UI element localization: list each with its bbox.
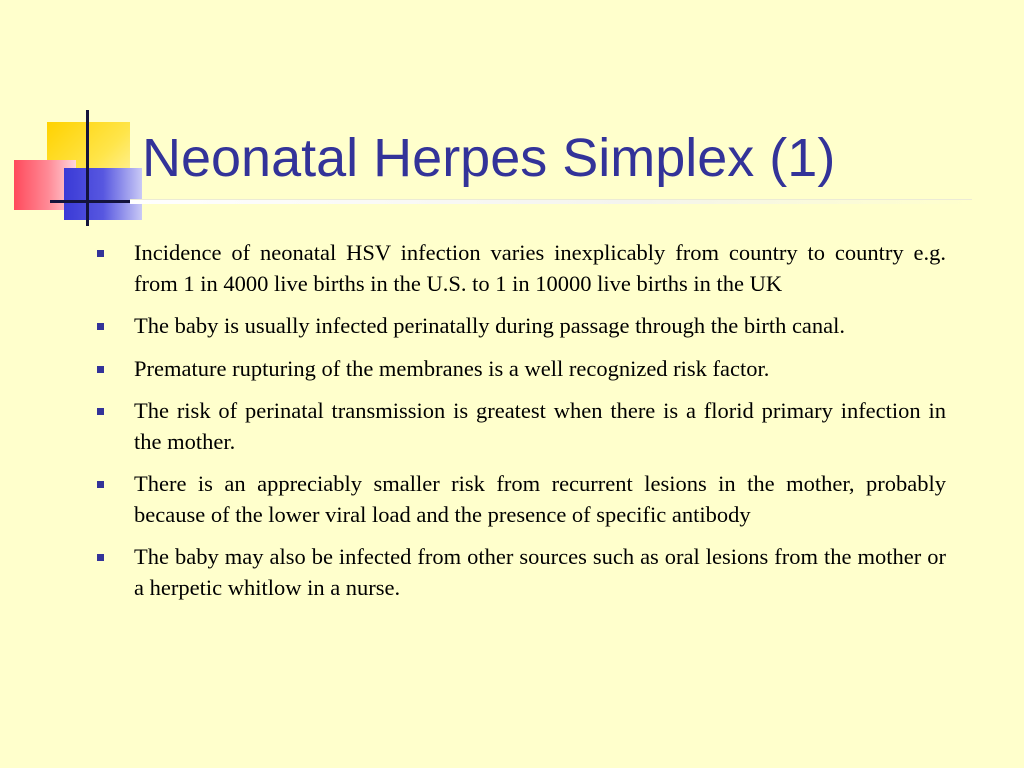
bullet-text: There is an appreciably smaller risk from recurrent lesions in the mother, probably because of the lower viral load and the presence of specific antibody	[134, 471, 946, 527]
bullet-item	[96, 396, 946, 457]
bullet-text: The baby may also be infected from other sources such as oral lesions from the mother or a herpetic whitlow in a nurse.	[134, 544, 946, 600]
blue-square	[64, 168, 142, 220]
bullet-square-icon	[97, 323, 104, 330]
vertical-line	[86, 110, 89, 226]
horizontal-line	[50, 200, 130, 203]
bullet-square-icon	[97, 408, 104, 415]
bullet-list	[96, 238, 946, 615]
bullet-square-icon	[97, 250, 104, 257]
bullet-text: Premature rupturing of the membranes is a well recognized risk factor.	[134, 355, 770, 381]
bullet-item	[96, 542, 946, 603]
bullet-item	[96, 238, 946, 299]
bullet-text: The baby is usually infected perinatally during passage through the birth canal.	[134, 313, 846, 338]
bullet-square-icon	[97, 481, 104, 488]
bullet-text: The risk of perinatal transmission is greatest when there is a florid primary infection in the mother.	[134, 398, 946, 454]
title-underline	[130, 199, 972, 204]
bullet-text: Incidence of neonatal HSV infection varies inexplicably from country to country e.g. from 1 in 4000 live births in the U.S. to 1 in 10000 live births in the UK	[134, 240, 946, 296]
decorative-squares-logo	[0, 0, 160, 240]
slide-title: Neonatal Herpes Simplex (1)	[142, 128, 836, 188]
bullet-square-icon	[97, 366, 104, 373]
bullet-item	[96, 469, 946, 530]
bullet-square-icon	[97, 554, 104, 561]
bullet-item	[96, 354, 946, 385]
bullet-item	[96, 311, 946, 342]
